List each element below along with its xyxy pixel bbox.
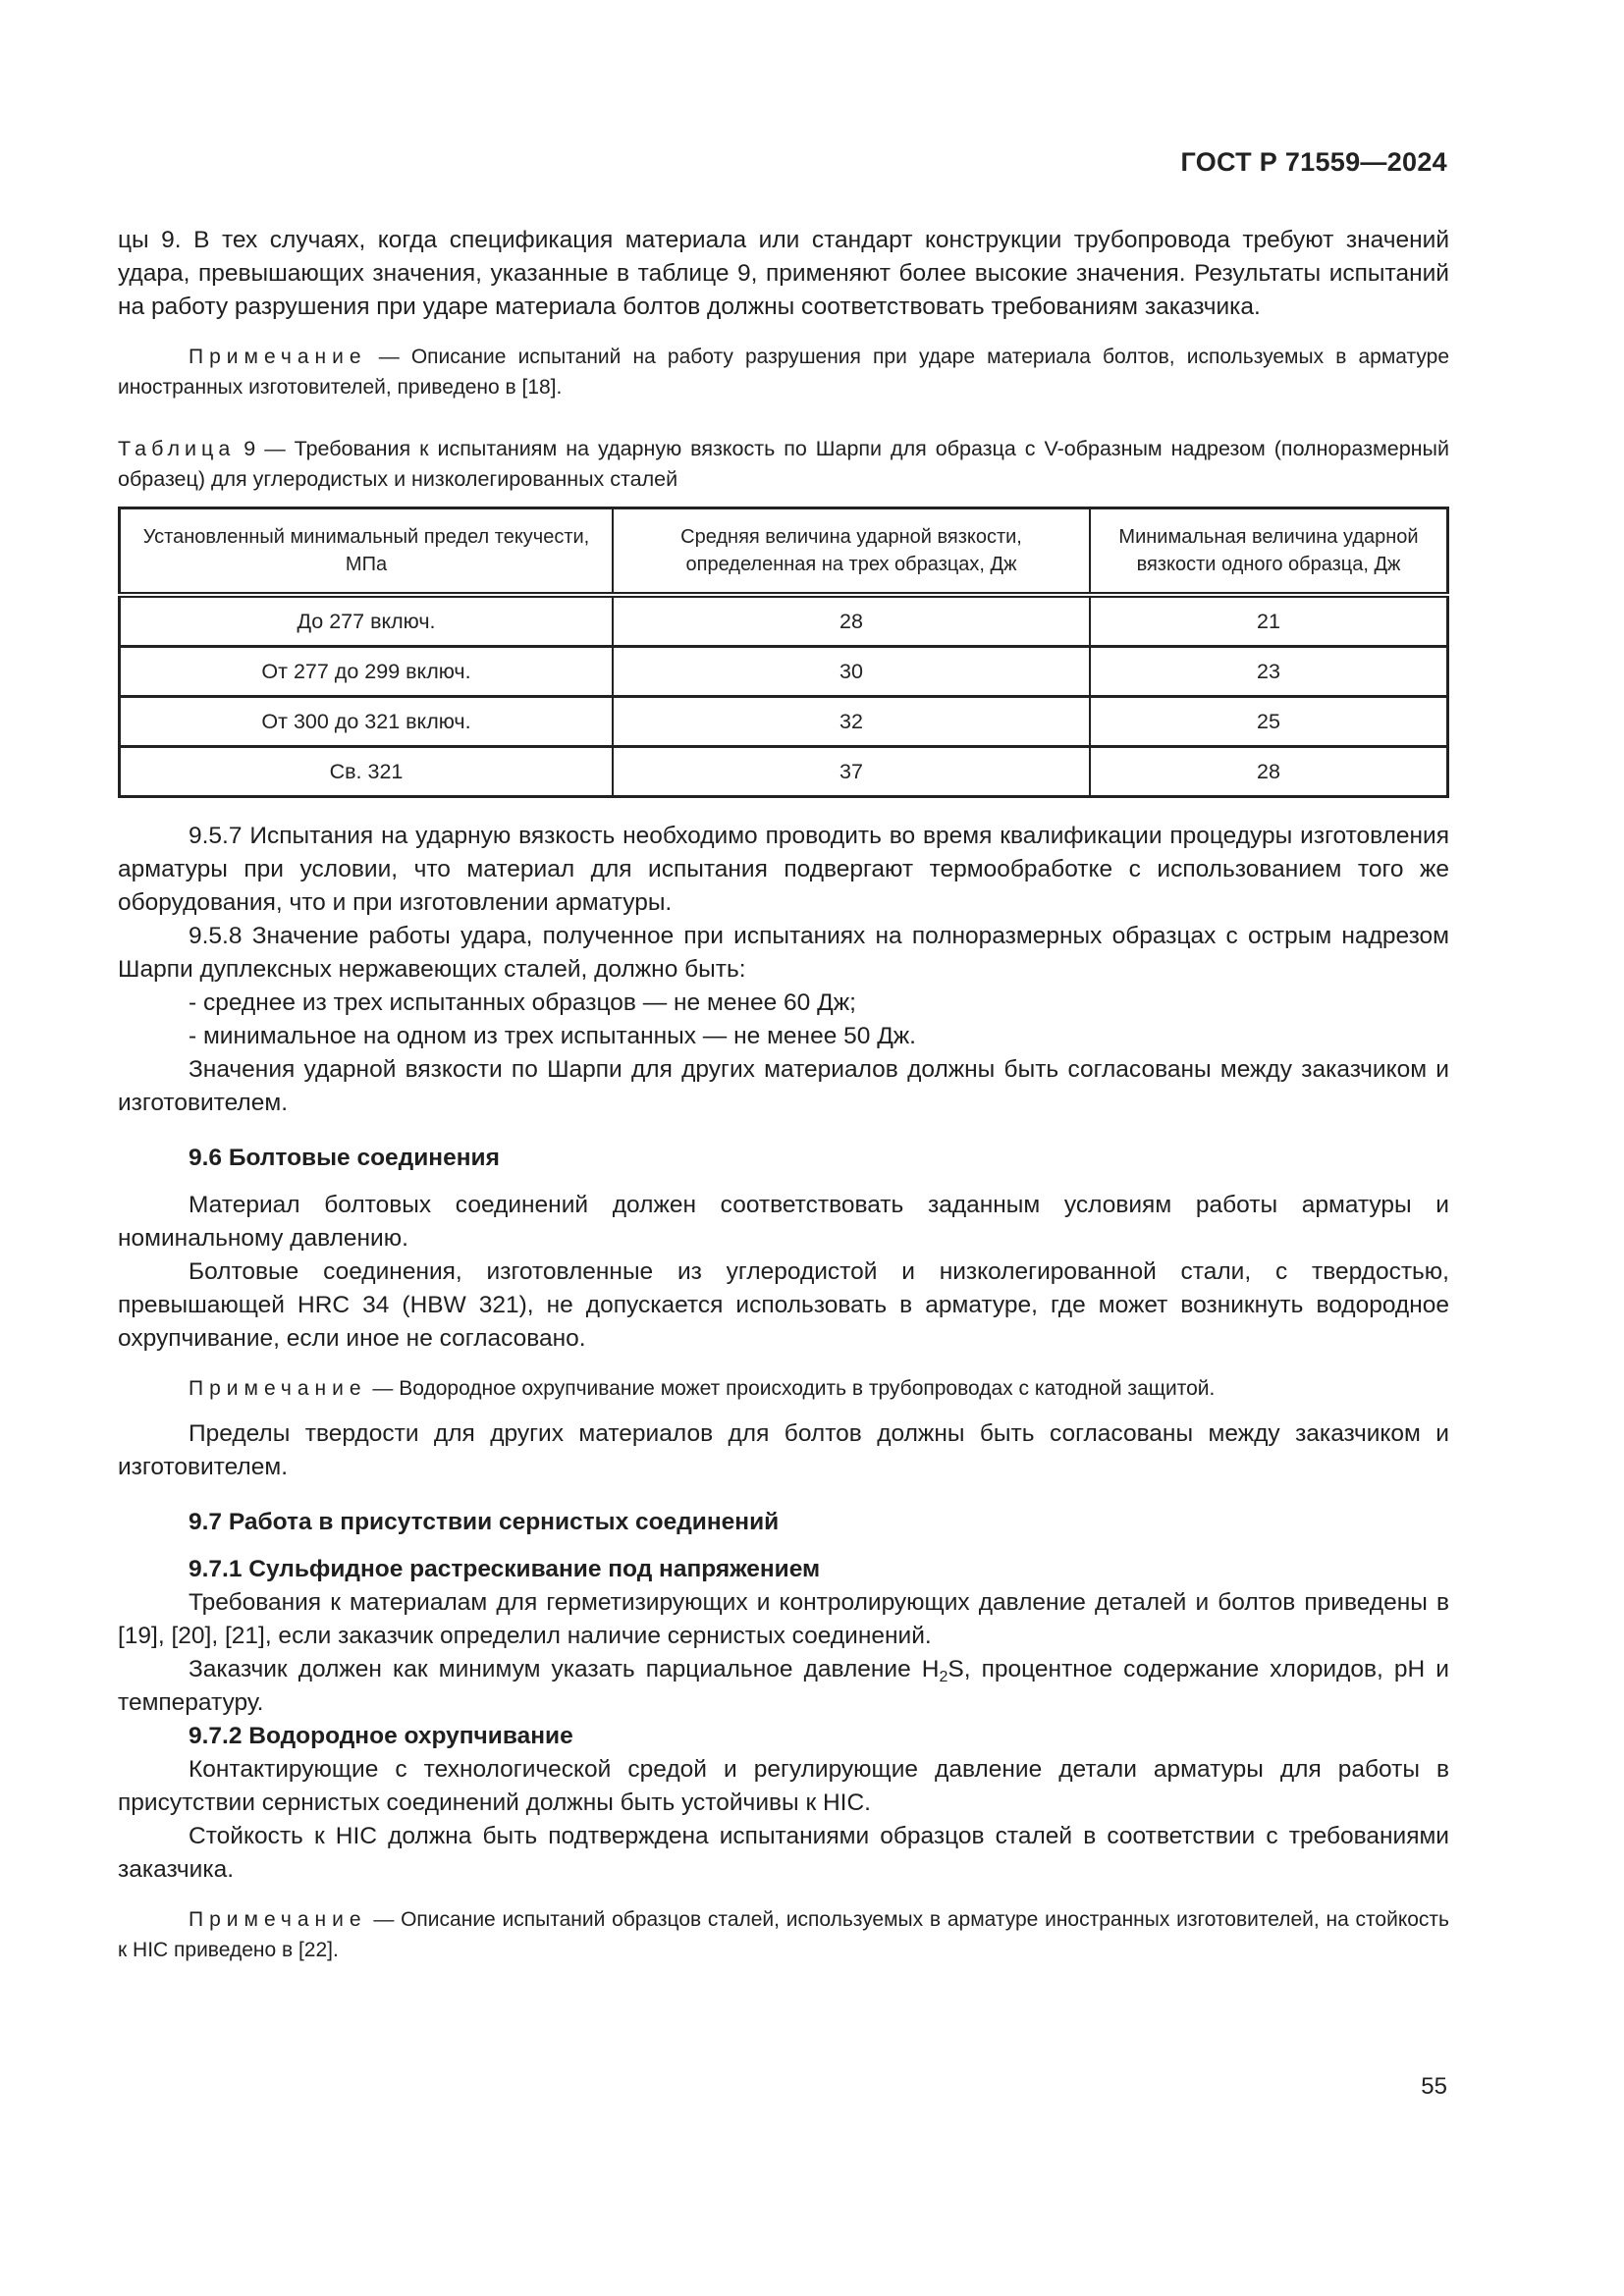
note-hydrogen [118, 1373, 1449, 1404]
table-caption-label: Таблица [118, 437, 236, 460]
cell-yield: До 277 включ. [120, 595, 614, 647]
list-item: - минимальное на одном из трех испытанных — не менее 50 Дж. [189, 1023, 916, 1049]
section-heading-9-7-1: 9.7.1 Сульфидное растрескивание под напряжением [189, 1556, 821, 1582]
section-heading-9-6: 9.6 Болтовые соединения [189, 1145, 500, 1171]
note-text: — Водородное охрупчивание может происходить в трубопроводах с катодной защитой. [366, 1377, 1216, 1400]
cell-yield: Св. 321 [120, 747, 614, 797]
note-label: Примечание [189, 346, 367, 368]
table-9-charpy [118, 507, 1449, 798]
cell-yield: От 277 до 299 включ. [120, 647, 614, 697]
cell-minimum: 25 [1090, 697, 1448, 747]
section-9-7-1-para-1: Требования к материалам для герметизирующих и контролирующих давление деталей и болтов приведены в [19], [20], [21], если заказчик определил наличие сернистых соединений. [118, 1589, 1449, 1649]
note-impact-bolts [118, 342, 1449, 402]
section-9-6-para-3: Пределы твердости для других материалов для болтов должны быть согласованы между заказчиком и изготовителем. [118, 1420, 1449, 1480]
note-label: Примечание [189, 1908, 367, 1931]
subscript: 2 [939, 1669, 948, 1685]
col-header-average-impact: Средняя величина ударной вязкости, определенная на трех образцах, Дж [613, 508, 1090, 596]
table-caption-text: 9 — Требования к испытаниям на ударную вязкость по Шарпи для образца с V-образным надрезом (полноразмерный образец) для углеродистых и низколегированных сталей [118, 437, 1449, 491]
section-9-7-2-para-2: Стойкость к HIC должна быть подтверждена испытаниями образцов сталей в соответствии с требованиями заказчика. [118, 1823, 1449, 1883]
cell-minimum: 28 [1090, 747, 1448, 797]
table-row [120, 595, 1448, 647]
document-code-header: ГОСТ Р 71559—2024 [1180, 147, 1447, 177]
section-9-6-para-1: Материал болтовых соединений должен соответствовать заданным условиям работы арматуры и номинальному давлению. [118, 1192, 1449, 1252]
note-hic [118, 1904, 1449, 1965]
section-9-7-1-para-2 [118, 1653, 1449, 1720]
table-row [120, 647, 1448, 697]
col-header-yield-strength: Установленный минимальный предел текучести, МПа [120, 508, 614, 596]
section-9-5-8: 9.5.8 Значение работы удара, полученное при испытаниях на полноразмерных образцах с острым надрезом Шарпи дуплексных нержавеющих сталей, должно быть: [118, 923, 1449, 983]
cell-average: 30 [613, 647, 1090, 697]
table-row [120, 697, 1448, 747]
table-9-caption [118, 434, 1449, 495]
section-heading-9-7-2: 9.7.2 Водородное охрупчивание [189, 1723, 573, 1749]
cell-average: 32 [613, 697, 1090, 747]
intro-paragraph: цы 9. В тех случаях, когда спецификация материала или стандарт конструкции трубопровода требуют значений удара, превышающих значения, указанные в таблице 9, применяют более высокие значения. Результаты испытаний на работу разрушения при ударе материала болтов должны соответствовать требованиям заказчика. [118, 227, 1449, 320]
note-text: — Описание испытаний на работу разрушения при ударе материала болтов, используемых в арматуре иностранных изготовителей, приведено в [18]. [118, 346, 1449, 399]
page-body [118, 224, 1449, 1965]
cell-minimum: 21 [1090, 595, 1448, 647]
section-9-5-8-closing: Значения ударной вязкости по Шарпи для других материалов должны быть согласованы между заказчиком и изготовителем. [118, 1056, 1449, 1116]
table-row [120, 747, 1448, 797]
section-9-7-2-para-1: Контактирующие с технологической средой и регулирующие давление детали арматуры для работы в присутствии сернистых соединений должны быть устойчивы к HIC. [118, 1756, 1449, 1816]
list-item: - среднее из трех испытанных образцов — не менее 60 Дж; [189, 989, 856, 1016]
section-9-6-para-2: Болтовые соединения, изготовленные из углеродистой и низколегированной стали, с твердостью, превышающей HRC 34 (HBW 321), не допускается использовать в арматуре, где может возникнуть водородное охрупчивание, если иное не согласовано. [118, 1258, 1449, 1352]
section-9-5-7: 9.5.7 Испытания на ударную вязкость необходимо проводить во время квалификации процедуры изготовления арматуры при условии, что материал для испытания подвергают термообработке с использованием того же оборудования, что и при изготовлении арматуры. [118, 823, 1449, 916]
col-header-min-impact: Минимальная величина ударной вязкости одного образца, Дж [1090, 508, 1448, 596]
cell-yield: От 300 до 321 включ. [120, 697, 614, 747]
note-text: — Описание испытаний образцов сталей, используемых в арматуре иностранных изготовителей, на стойкость к HIC приведено в [22]. [118, 1908, 1449, 1961]
cell-average: 37 [613, 747, 1090, 797]
text-span: Заказчик должен как минимум указать парциальное давление H [189, 1656, 940, 1682]
cell-minimum: 23 [1090, 647, 1448, 697]
table-header-row [120, 508, 1448, 596]
note-label: Примечание [189, 1377, 367, 1400]
page-number: 55 [1421, 2073, 1447, 2100]
section-heading-9-7: 9.7 Работа в присутствии сернистых соединений [189, 1509, 780, 1535]
cell-average: 28 [613, 595, 1090, 647]
text-span: S, процентное содержание хлоридов, pH и температуру. [118, 1656, 1449, 1716]
